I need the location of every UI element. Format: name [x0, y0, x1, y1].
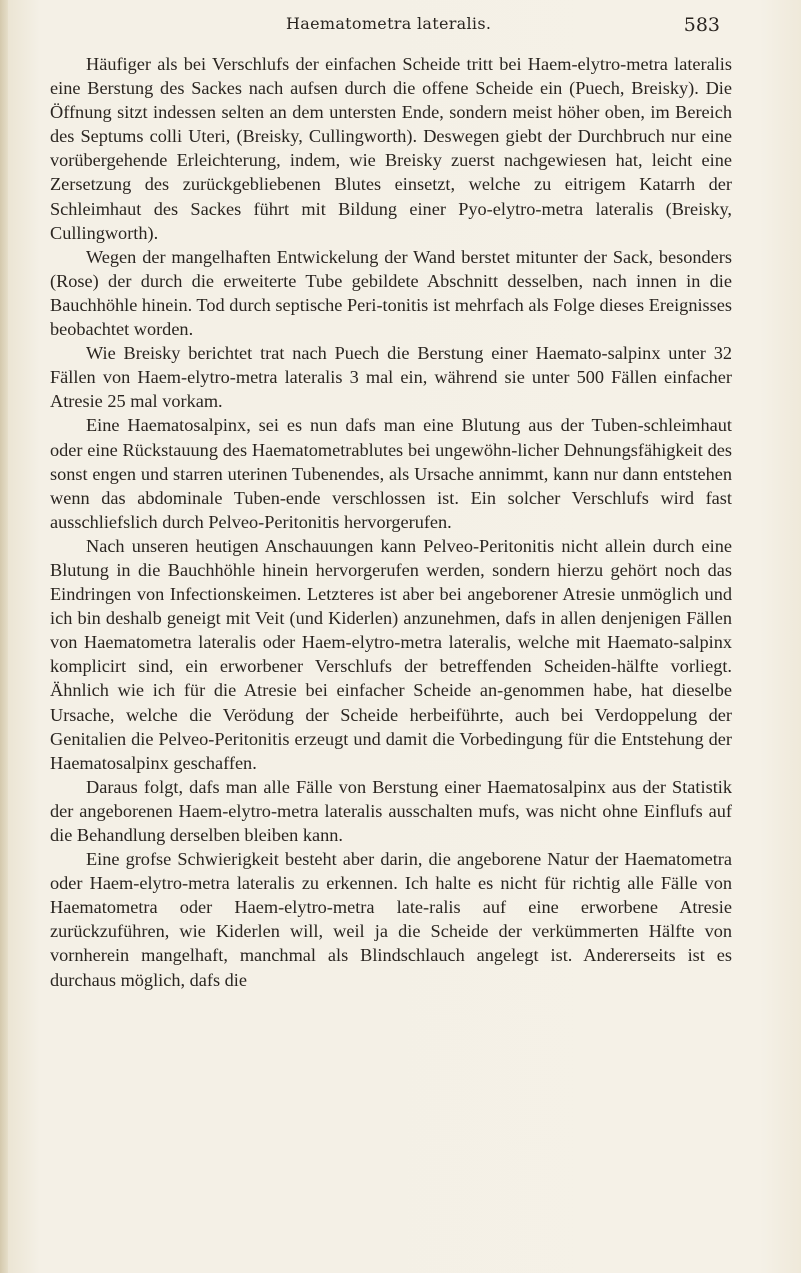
body-text: [50, 52, 732, 992]
page-number: 583: [683, 14, 720, 36]
paragraph-7: Eine grofse Schwierigkeit besteht aber darin, die angeborene Natur der Haematometra oder Haem-elytro-metra lateralis zu erkennen. Ich halte es nicht für richtig alle Fälle von Haematometra oder Haem-elytro-metra late-ralis auf eine erworbene Atresie zurückzuführen, wie Kiderlen will, weil ja die Scheide der verkümmerten Hälfte von vornherein mangelhaft, manchmal als Blindschlauch angelegt ist. Andererseits ist es durchaus möglich, dafs die: [50, 849, 732, 990]
paragraph-1: Häufiger als bei Verschlufs der einfachen Scheide tritt bei Haem-elytro-metra lateralis eine Berstung des Sackes nach aufsen durch die offene Scheide ein (Puech, Breisky). Die Öffnung sitzt indessen selten an dem untersten Ende, sondern meist höher oben, im Bereich des Septums colli Uteri, (Breisky, Cullingworth). Deswegen giebt der Durchbruch nur eine vorübergehende Erleichterung, indem, wie Breisky zuerst nachgewiesen hat, leicht eine Zersetzung des zurückgebliebenen Blutes einsetzt, welche zu eitrigem Katarrh der Schleimhaut des Sackes führt mit Bildung einer Pyo-elytro-metra lateralis (Breisky, Cullingworth).: [50, 54, 732, 243]
running-head: [250, 14, 720, 40]
paragraph-4: Eine Haematosalpinx, sei es nun dafs man eine Blutung aus der Tuben-schleimhaut oder eine Rückstauung des Haematometrablutes bei ungewöhn-licher Dehnungsfähigkeit des sonst engen und starren uterinen Tubenendes, als Ursache annimmt, kann nur dann entstehen wenn das abdominale Tuben-ende verschlossen ist. Ein solcher Verschlufs wird fast ausschliefslich durch Pelveo-Peritonitis hervorgerufen.: [50, 415, 732, 532]
paragraph-2: Wegen der mangelhaften Entwickelung der Wand berstet mitunter der Sack, besonders (Rose) der durch die erweiterte Tube gebildete Abschnitt desselben, nach innen in die Bauchhöhle hinein. Tod durch septische Peri-tonitis ist mehrfach als Folge dieses Ereignisses beobachtet worden.: [50, 246, 732, 340]
paragraph-6: Daraus folgt, dafs man alle Fälle von Berstung einer Haematosalpinx aus der Statistik der angeborenen Haem-elytro-metra lateralis ausschalten mufs, was nicht ohne Einflufs auf die Behandlung derselben bleiben kann.: [50, 776, 732, 845]
paragraph-3: Wie Breisky berichtet trat nach Puech die Berstung einer Haemato-salpinx unter 32 Fällen von Haem-elytro-metra lateralis 3 mal ein, während sie unter 500 Fällen einfacher Atresie 25 mal vorkam.: [50, 343, 732, 412]
paragraph-5: Nach unseren heutigen Anschauungen kann Pelveo-Peritonitis nicht allein durch eine Blutung in die Bauchhöhle hinein hervorgerufen werden, sondern hierzu gehört noch das Eindringen von Infectionskeimen. Letzteres ist aber bei angeborener Atresie unmöglich und ich bin deshalb geneigt mit Veit (und Kiderlen) anzunehmen, dafs in allen denjenigen Fällen von Haematometra lateralis oder Haem-elytro-metra lateralis, welche mit Haemato-salpinx komplicirt sind, ein erworbener Verschlufs der betreffenden Scheiden-hälfte vorliegt. Ähnlich wie ich für die Atresie bei einfacher Scheide an-genommen habe, hat dieselbe Ursache, welche die Verödung der Scheide herbeiführte, auch bei Verdoppelung der Genitalien die Pelveo-Peritonitis erzeugt und damit die Vorbedingung für die Entstehung der Haematosalpinx geschaffen.: [50, 535, 732, 773]
binding-edge: [0, 0, 8, 1273]
running-title: Haematometra lateralis.: [286, 14, 492, 33]
